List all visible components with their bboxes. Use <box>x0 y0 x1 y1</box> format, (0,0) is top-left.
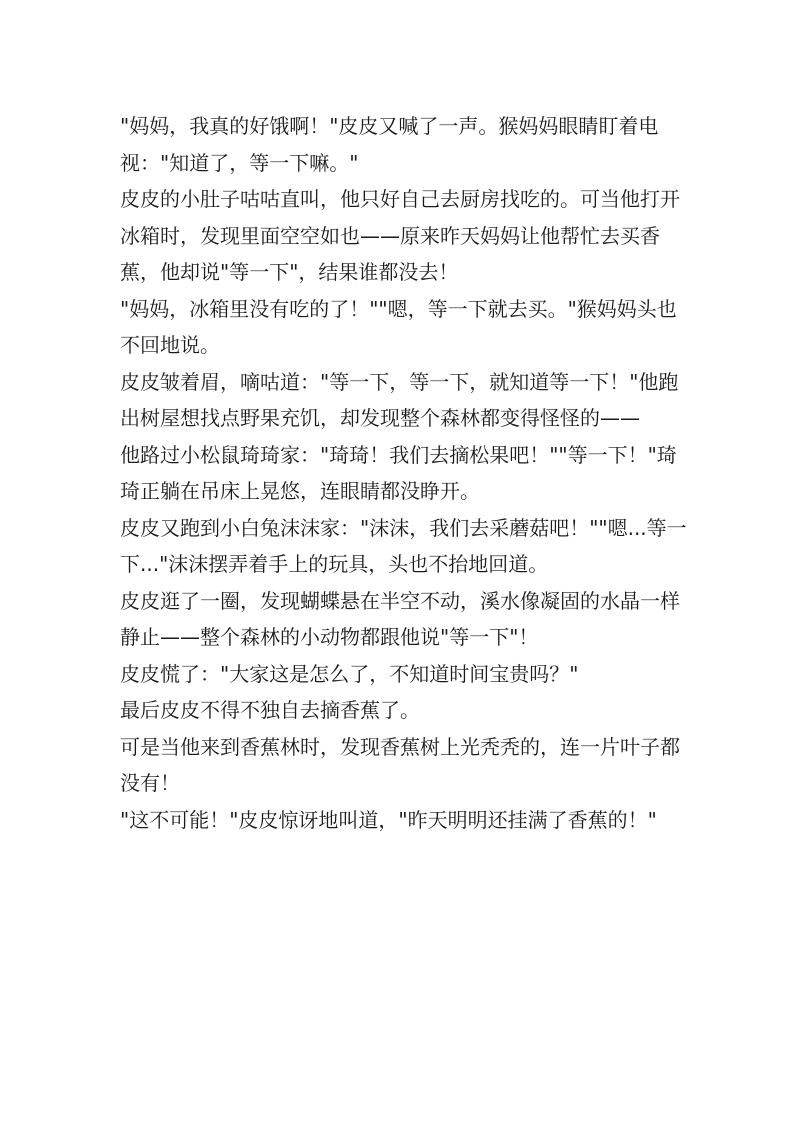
paragraph: 他路过小松鼠琦琦家："琦琦！我们去摘松果吧！""等一下！"琦琦正躺在吊床上晃悠，连眼睛都没睁开。 <box>120 442 677 503</box>
paragraph: 可是当他来到香蕉林时，发现香蕉树上光秃秃的，连一片叶子都没有！ <box>120 734 680 795</box>
paragraph: 皮皮的小肚子咕咕直叫，他只好自己去厨房找吃的。可当他打开冰箱时，发现里面空空如也——原来昨天妈妈让他帮忙去买香蕉，他却说"等一下"，结果谁都没去！ <box>120 187 680 284</box>
paragraph: 最后皮皮不得不独自去摘香蕉了。 <box>120 698 420 722</box>
paragraph: 皮皮逛了一圈，发现蝴蝶悬在半空不动，溪水像凝固的水晶一样静止——整个森林的小动物都跟他说"等一下"！ <box>120 588 680 649</box>
paragraph: "妈妈，我真的好饿啊！"皮皮又喊了一声。猴妈妈眼睛盯着电视："知道了，等一下嘛。" <box>120 114 659 175</box>
paragraph: 皮皮皱着眉，嘀咕道："等一下，等一下，就知道等一下！"他跑出树屋想找点野果充饥，却发现整个森林都变得怪怪的—— <box>120 369 679 430</box>
paragraph: "这不可能！"皮皮惊讶地叫道，"昨天明明还挂满了香蕉的！" <box>120 807 657 832</box>
paragraph: "妈妈，冰箱里没有吃的了！""嗯，等一下就去买。"猴妈妈头也不回地说。 <box>120 296 677 357</box>
story-text <box>120 108 690 838</box>
paragraph: 皮皮又跑到小白兔沫沫家："沫沫，我们去采蘑菇吧！""嗯...等一下..."沫沫摆弄着手上的玩具，头也不抬地回道。 <box>120 515 687 576</box>
paragraph: 皮皮慌了："大家这是怎么了，不知道时间宝贵吗？" <box>120 661 579 686</box>
